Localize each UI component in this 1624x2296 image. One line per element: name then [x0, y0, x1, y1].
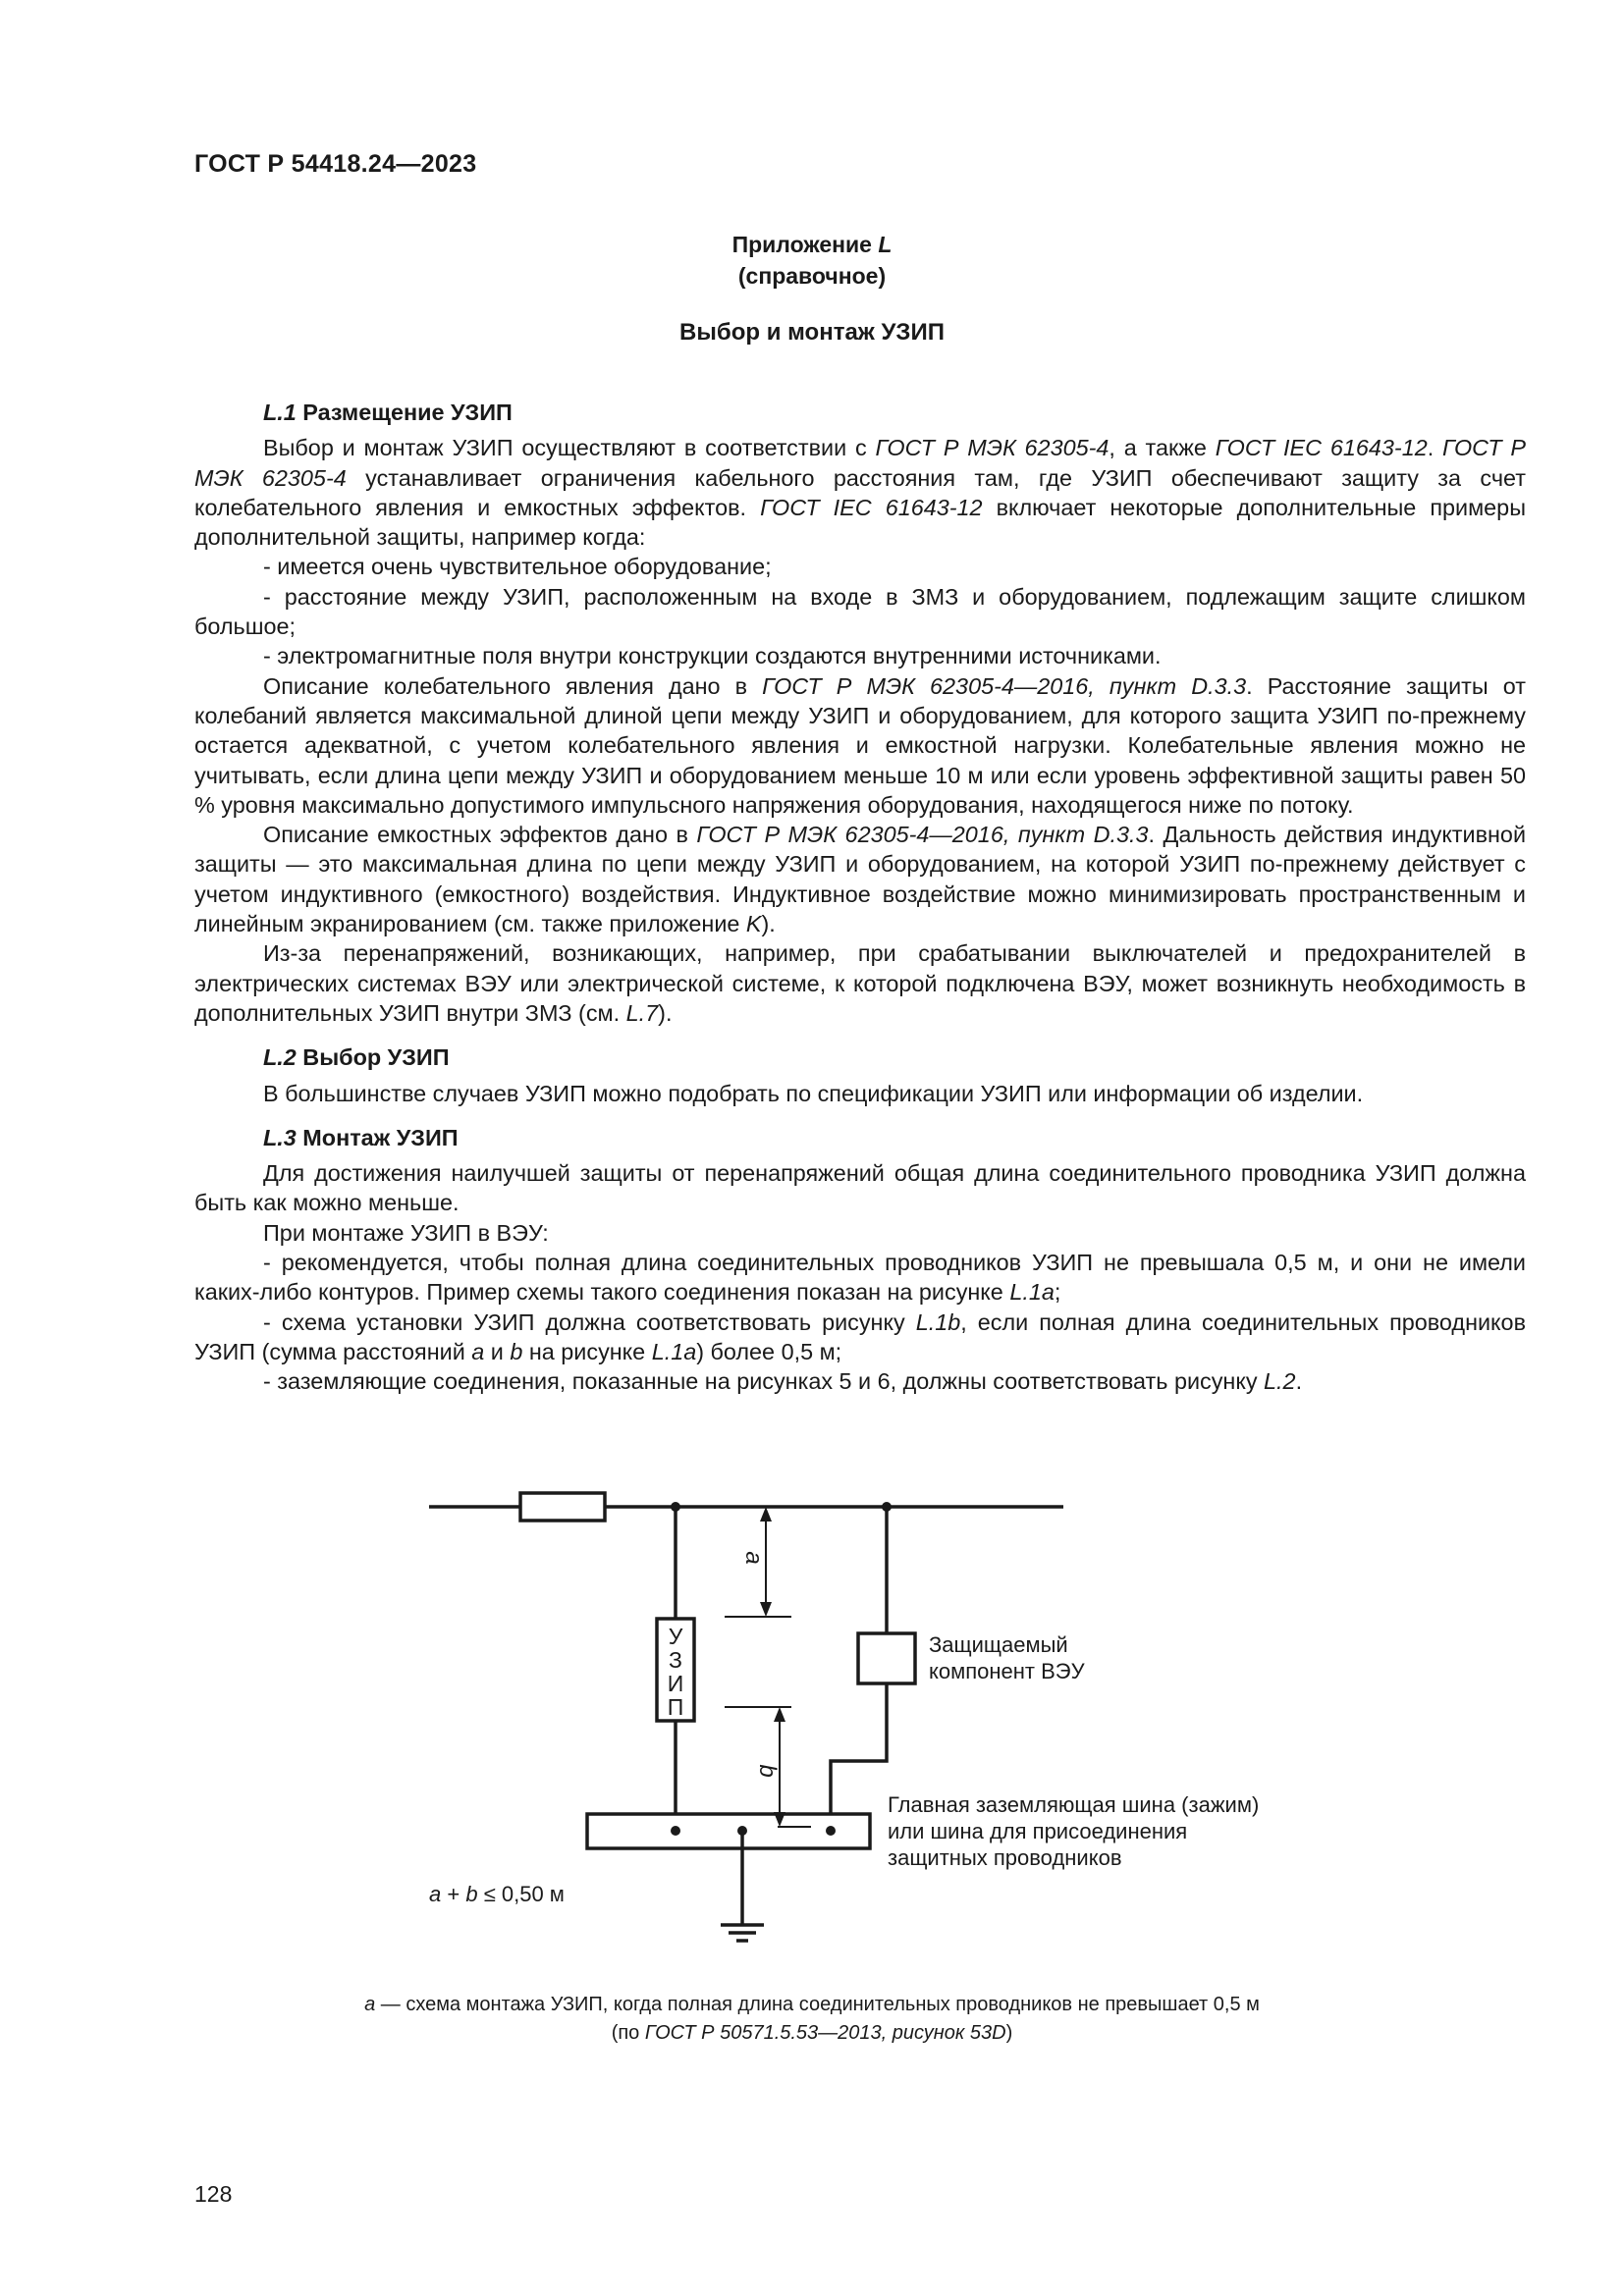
component-label-line2: компонент ВЭУ: [929, 1659, 1085, 1683]
list-item: - расстояние между УЗИП, расположенным на входе в ЗМЗ и оборудованием, подлежащим защите слишком большое;: [194, 583, 1526, 640]
fuse: [520, 1493, 605, 1521]
paragraph: Выбор и монтаж УЗИП осуществляют в соответствии с ГОСТ Р МЭК 62305-4, а также ГОСТ IEC 61643-12. ГОСТ Р МЭК 62305-4 устанавливает ограничения кабельного расстояния там, где УЗИП обеспечивают защиту за счет колебательного явления и емкостных эффектов. ГОСТ IEC 61643-12 включает некоторые дополнительные примеры дополнительной защиты, например когда:: [194, 435, 1527, 551]
component-ground-conductor: [831, 1683, 887, 1831]
list-item: - электромагнитные поля внутри конструкции создаются внутренними источниками.: [263, 643, 1162, 669]
section-heading: L.2 Выбор УЗИП: [263, 1044, 450, 1071]
appendix-type: (справочное): [737, 263, 887, 289]
junction-dot: [826, 1826, 836, 1836]
paragraph: При монтаже УЗИП в ВЭУ:: [263, 1219, 549, 1246]
paragraph: Описание колебательного явления дано в ГОСТ Р МЭК 62305-4—2016, пункт D.3.3. Расстояние защиты от колебаний является максимальной длиной цепи между УЗИП и оборудованием, для которого защита УЗИП по-прежнему остается адекватной, с учетом колебательного явления и емкостной нагрузки. Колебательные явления можно не учитывать, если длина цепи между УЗИП и оборудованием меньше 10 м или если уровень эффективной защиты равен 50 % уровня максимально допустимого импульсного напряжения оборудования, находящегося ниже по потоку.: [194, 672, 1526, 818]
document-body: [194, 398, 1526, 1397]
list-item: - заземляющие соединения, показанные на рисунках 5 и 6, должны соответствовать рисунку L.2.: [263, 1368, 1303, 1395]
junction-dot: [882, 1502, 892, 1512]
junction-dot: [671, 1826, 680, 1836]
figure-caption: a — схема монтажа УЗИП, когда полная длина соединительных проводников не превышает 0,5 м (по ГОСТ Р 50571.5.53—2013, рисунок 53D): [364, 1994, 1260, 2044]
page-title: Выбор и монтаж УЗИП: [679, 319, 945, 346]
arrowhead: [774, 1707, 785, 1722]
dimension-b-label: b: [754, 1764, 781, 1778]
spd-letter: П: [667, 1694, 684, 1720]
list-item: - схема установки УЗИП должна соответствовать рисунку L.1b, если полная длина соединительных проводников УЗИП (сумма расстояний a и b на рисунке L.1a) более 0,5 м;: [194, 1308, 1526, 1364]
section-heading: L.3 Монтаж УЗИП: [263, 1124, 459, 1150]
bus-label-line2: или шина для присоединения: [888, 1819, 1188, 1843]
arrowhead: [760, 1507, 772, 1522]
paragraph: В большинстве случаев УЗИП можно подобрать по спецификации УЗИП или информации об изделии.: [263, 1080, 1364, 1106]
spd-letter: У: [668, 1624, 683, 1649]
length-formula: a + b ≤ 0,50 м: [429, 1882, 565, 1906]
page-number: 128: [194, 2181, 233, 2207]
dimension-a-label: a: [740, 1551, 767, 1565]
bus-label-line1: Главная заземляющая шина (зажим): [888, 1792, 1260, 1817]
spd-letter: З: [669, 1647, 682, 1673]
section-heading: L.1 Размещение УЗИП: [263, 400, 513, 425]
appendix-heading: [0, 229, 1624, 292]
protected-component-box: [858, 1633, 915, 1683]
bus-label-line3: защитных проводников: [888, 1845, 1122, 1870]
list-item: - рекомендуется, чтобы полная длина соединительных проводников УЗИП не превышала 0,5 м, и они не имели каких-либо контуров. Пример схемы такого соединения показан на рисунке L.1a;: [194, 1250, 1526, 1306]
appendix-letter: L: [878, 232, 893, 257]
arrowhead: [760, 1602, 772, 1617]
document-code: ГОСТ Р 54418.24—2023: [194, 150, 477, 178]
paragraph: Из-за перенапряжений, возникающих, например, при срабатывании выключателей и предохранителей в электрических системах ВЭУ или электрической системе, к которой подключена ВЭУ, может возникнуть необходимость в дополнительных УЗИП внутри ЗМЗ (см. L.7).: [194, 940, 1526, 1026]
paragraph: Для достижения наилучшей защиты от перенапряжений общая длина соединительного проводника УЗИП должна быть как можно меньше.: [194, 1160, 1526, 1216]
spd-wiring-diagram: [0, 1463, 1624, 1973]
junction-dot: [737, 1826, 747, 1836]
list-item: - имеется очень чувствительное оборудование;: [263, 554, 772, 580]
spd-letter: И: [667, 1671, 684, 1696]
appendix-label: Приложение: [731, 232, 872, 257]
component-label-line1: Защищаемый: [929, 1632, 1068, 1657]
paragraph: Описание емкостных эффектов дано в ГОСТ Р МЭК 62305-4—2016, пункт D.3.3. Дальность действия индуктивной защиты — это максимальная длина по цепи между УЗИП и оборудованием, на которой УЗИП по-прежнему действует с учетом индуктивного (емкостного) воздействия. Индуктивное воздействие можно минимизировать пространственным и линейным экранированием (см. также приложение K).: [194, 822, 1527, 937]
junction-dot: [671, 1502, 680, 1512]
